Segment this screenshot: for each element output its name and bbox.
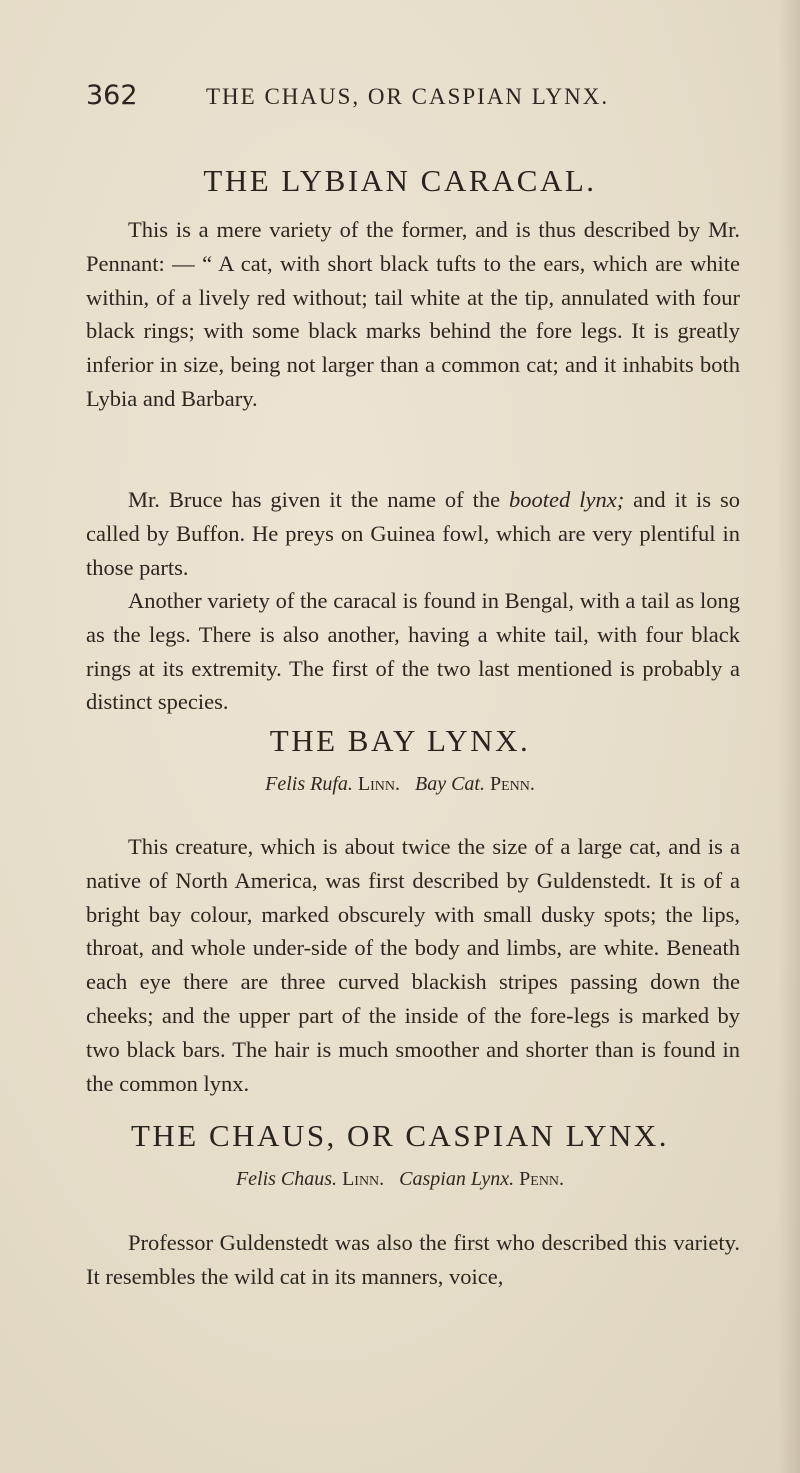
running-title: THE CHAUS, OR CASPIAN LYNX. [206,84,610,109]
authority: Linn. [357,773,400,795]
paragraph-bengal-variety [86,584,740,719]
paragraph-text: This creature, which is about twice the size of a large cat, and is a native of North America, was first described by Guldenstedt. It is of a bright bay colour, marked obscurely with small dusky spots; the lips, throat, and whole under-side of the body and limbs, are white. Beneath each eye there are three curved blackish stripes passing down the cheeks; and the upper part of the inside of the fore-legs is marked by two black bars. The hair is much smoother and shorter than is found in the common lynx. [86,834,740,1096]
page-number: 362 [86,80,138,111]
authority: Penn. [489,773,535,795]
paragraph-booted-lynx [86,483,740,584]
synonyms-chaus [0,1168,800,1191]
paragraph-caracal-description [86,213,740,416]
paragraph-text: Mr. Bruce has given it the name of the [128,487,510,512]
paragraph-italic-text: booted lynx; [509,487,625,512]
paragraph-chaus-description [86,1226,740,1294]
paragraph-text: and it is so called by Buffon. He preys on Guinea fowl, which are very plentiful in those parts. [86,487,740,580]
authority: Linn. [342,1168,385,1190]
synonyms-bay-lynx [0,773,800,796]
common-name: Bay Cat. [414,773,485,795]
paragraph-bay-lynx-description [86,830,740,1100]
scientific-name: Felis Chaus. [235,1168,338,1190]
scientific-name: Felis Rufa. [265,773,353,795]
paragraph-text: Professor Guldenstedt was also the first who described this variety. It resembles the wild cat in its manners, voice, [86,1230,740,1289]
running-head [86,80,740,120]
authority: Penn. [519,1168,565,1190]
section-title-chaus: THE CHAUS, OR CASPIAN LYNX. [130,1118,670,1153]
paragraph-text: This is a mere variety of the former, and is thus described by Mr. Pennant: — “ A cat, with short black tufts to the ears, which are white within, of a lively red without; tail white at the tip, annulated with four black rings; with some black marks behind the fore legs. It is greatly inferior in size, being not larger than a common cat; and it inhabits both Lybia and Barbary. [86,217,740,411]
section-title-lybian-caracal: THE LYBIAN CARACAL. [203,163,597,198]
common-name: Caspian Lynx. [399,1168,515,1190]
paragraph-text: Another variety of the caracal is found in Bengal, with a tail as long as the legs. There is also another, having a white tail, with four black rings at its extremity. The first of the two last mentioned is probably a distinct species. [86,588,740,715]
section-title-bay-lynx: THE BAY LYNX. [269,723,531,758]
